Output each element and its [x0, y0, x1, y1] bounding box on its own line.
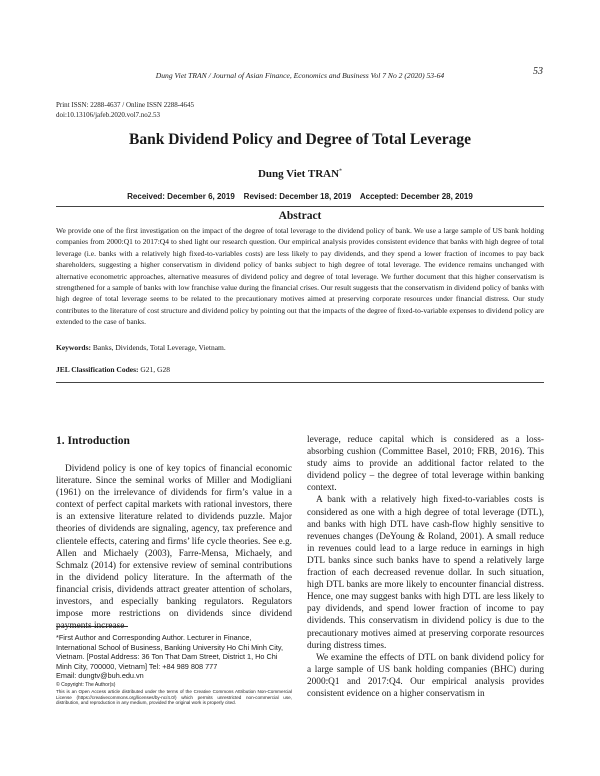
right-column [307, 434, 544, 700]
section-heading-introduction: 1. Introduction [56, 435, 130, 447]
footnote-affiliation: *First Author and Corresponding Author. Lecturer in Finance, International School of Business, Banking University Ho Chi Minh City, Vietnam. [Postal Address: 36 Ton That Dam Street, District 1, Ho Chi Minh City, 700000, Vietnam] Tel: +84 989 808 777 [56, 633, 283, 671]
author-footnote-mark[interactable]: * [339, 168, 343, 175]
author-line [56, 168, 544, 180]
abstract-heading: Abstract [278, 210, 322, 222]
divider-top [56, 206, 544, 207]
issn-block [56, 100, 194, 120]
jel-label: JEL Classification Codes: [56, 365, 139, 374]
page-number: 53 [533, 66, 543, 77]
jel-codes [56, 365, 544, 374]
doi-line[interactable]: doi:10.13106/jafeb.2020.vol7.no2.53 [56, 111, 161, 119]
license-text: This is an Open Access article distributed under the terms of the Creative Commons Attribution Non-Commercial License (https://creativecommons.org/licenses/by-nc/4.0/) which permits unrestricted non-commercial use, distribution, and reproduction in any medium, provided the original work is properly cited. [56, 689, 292, 706]
intro-paragraph-4: We examine the effects of DTL on bank dividend policy for a large sample of US bank holding companies (BHC) during 2000:Q1 and 2017:Q4. Our empirical analysis provides consistent evidence on a higher conservatism in [307, 652, 544, 699]
intro-paragraph-3: A bank with a relatively high fixed-to-variables costs is considered as one with a high degree of total leverage (DTL), and banks with high DTL have cash-flow highly sensitive to revenues changes (DeYoung & Roland, 2001). A small reduce in revenues could lead to a large reduce in earnings in high DTL banks since such banks have to spend a relatively large fraction of each decreased revenue dollar. In such situation, high DTL banks are more likely to encounter financial distress. Hence, one may suggest banks with high DTL are less likely to pay dividends, and spend lower fraction of income to pay dividends. This conservatism in dividend policy is due to the precautionary motives aimed at preserving corporate resources during distress times. [307, 495, 544, 651]
paper-title: Bank Dividend Policy and Degree of Total Leverage [128, 131, 471, 148]
intro-paragraph-1: Dividend policy is one of key topics of financial economic literature. Since the seminal works of Miller and Modigliani (1961) on the irrelevance of dividends for firm’s value in a context of perfect capital markets with rational investors, there is an extensive literature related to dividends puzzle. Major theories of dividends are signaling, agency, tax preference and clientele effects, catering and firms’ life cycle theories. See e.g. Allen and Michaely (2003), Farre-Mensa, Michaely, and Schmalz (2014) for extensive review of seminal contributions in the dividend policy literature. In the aftermath of the financial crisis, dividends attract greater attention of scholars, investors, and especially banking regulators. Regulators impose more restrictions on dividends since dividend payments increase [56, 464, 292, 632]
keywords-value: Banks, Dividends, Total Leverage, Vietnam. [91, 343, 226, 352]
left-column [56, 463, 292, 632]
keywords-label: Keywords: [56, 343, 91, 352]
author-name: Dung Viet TRAN [257, 168, 340, 180]
abstract-text: We provide one of the first investigation on the impact of the degree of total leverage to the dividend policy of bank. We use a large sample of US bank holding companies from 2000:Q1 to 2017:Q4 to shed light our research question. Our empirical analysis provides consistent evidence that banks with high degree of total leverage (i.e. banks with a relatively high fixed-to-variables costs) are less likely to pay dividends, and they spend a lower fraction of incomes to pay back shareholders, suggesting a higher conservatism in dividend policy of banks subject to high degree of total leverage. The evidence remains unchanged with alternative econometric approaches, alternative measures of dividend policy and degree of total leverage. We further document that this higher conservatism is strengthened for a sample of banks with low franchise value during the financial crises. Our result suggests that the conservatism in dividend policy of banks with high degree of total leverage seems to be related to the precautionary motives aimed at preserving corporate resources under financial distress. Our study contributes to the literature of cost structure and dividend policy by pointing out that the impacts of the degree of fixed-to-variable expenses to dividend policy are extended to the case of banks. [56, 226, 544, 327]
jel-value: G21, G28 [138, 365, 170, 374]
footnote-email[interactable]: Email: dungtv@buh.edu.vn [56, 671, 144, 681]
footnote-divider [56, 626, 128, 627]
divider-bottom [56, 382, 544, 383]
running-head: Dung Viet TRAN / Journal of Asian Finance, Economics and Business Vol 7 No 2 (2020) 53-64 [155, 71, 445, 80]
issn-line: Print ISSN: 2288-4637 / Online ISSN 2288-4645 [56, 101, 195, 109]
keywords [56, 343, 544, 352]
submission-dates: Received: December 6, 2019 Revised: December 18, 2019 Accepted: December 28, 2019 [127, 192, 473, 201]
copyright-line: © Copyright: The Author(s) [56, 682, 116, 688]
author-footnote [56, 633, 292, 681]
intro-paragraph-2: leverage, reduce capital which is considered as a loss-absorbing cushion (Committee Basel, 2010; FRB, 2016). This study aims to provide an additional factor related to the dividend policy – the degree of total leverage within banking context. [307, 435, 544, 494]
